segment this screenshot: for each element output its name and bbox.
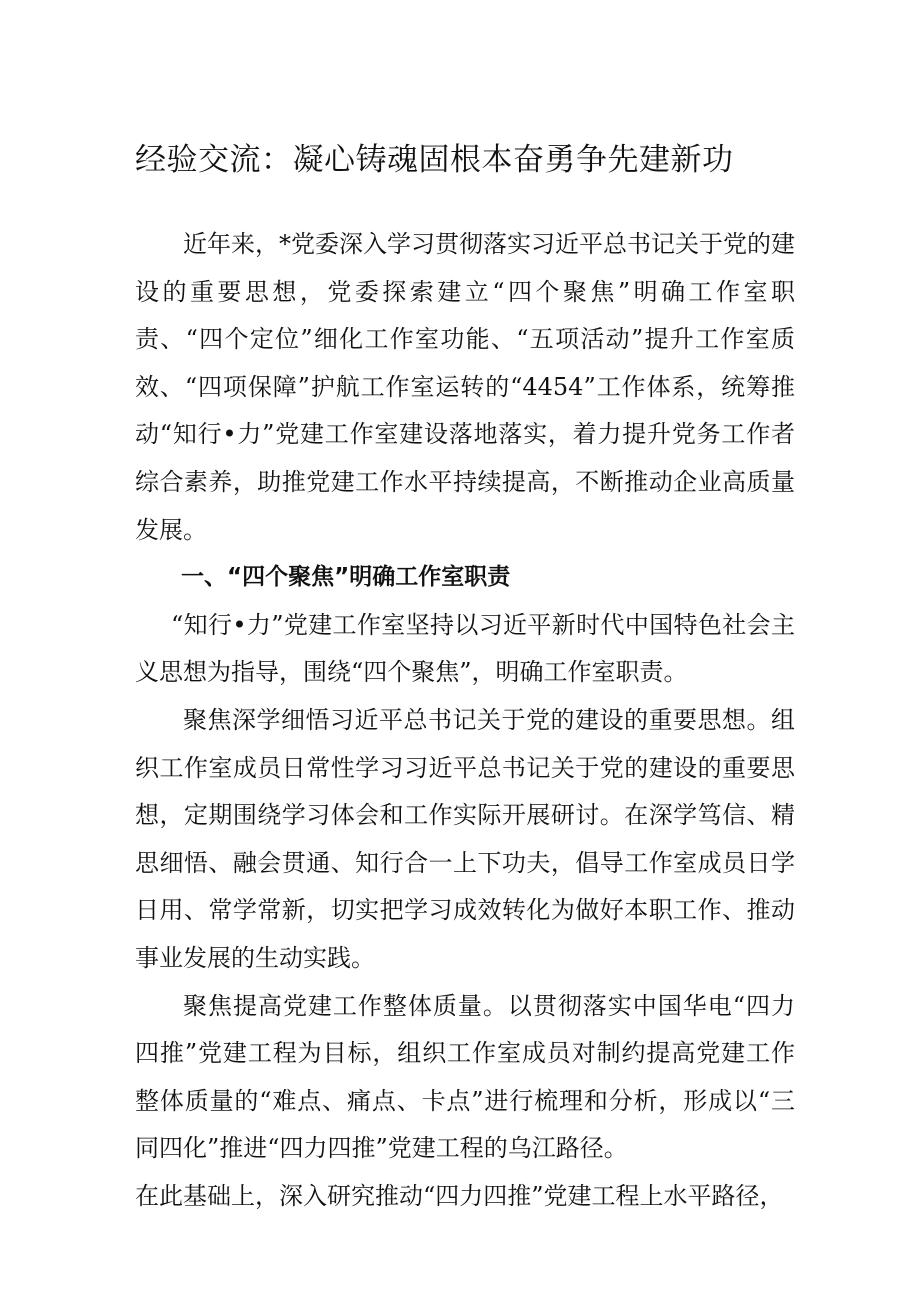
document-body — [135, 221, 795, 1220]
paragraph-section-1-lead: “知行•力”党建工作室坚持以习近平新时代中国特色社会主义思想为指导，围绕“四个聚焦”，明确工作室职责。 — [135, 610, 795, 687]
section-heading-1: 一、“四个聚焦”明确工作室职责 — [181, 564, 511, 591]
document-title: 经验交流：凝心铸魂固根本奋勇争先建新功 — [135, 142, 734, 178]
paragraph-continuation: 在此基础上，深入研究推动“四力四推”党建工程上水平路径， — [135, 1181, 784, 1210]
paragraph-intro: 近年来，*党委深入学习贯彻落实习近平总书记关于党的建设的重要思想，党委探索建立“四个聚焦”明确工作室职责、“四个定位”细化工作室功能、“五项活动”提升工作室质效、“四项保障”护航工作室运转的“4454”工作体系，统筹推动“知行•力”党建工作室建设落地落实，着力提升党务工作者综合素养，助推党建工作水平持续提高，不断推动企业高质量发展。 — [135, 230, 795, 544]
paragraph-focus-study: 聚焦深学细悟习近平总书记关于党的建设的重要思想。组织工作室成员日常性学习习近平总书记关于党的建设的重要思想，定期围绕学习体会和工作实际开展研讨。在深学笃信、精思细悟、融会贯通、知行合一上下功夫，倡导工作室成员日学日用、常学常新，切实把学习成效转化为做好本职工作、推动事业发展的生动实践。 — [135, 705, 795, 972]
paragraph-focus-quality: 聚焦提高党建工作整体质量。以贯彻落实中国华电“四力四推”党建工程为目标，组织工作室成员对制约提高党建工作整体质量的“难点、痛点、卡点”进行梳理和分析，形成以“三同四化”推进“四力四推”党建工程的乌江路径。 — [135, 991, 795, 1163]
